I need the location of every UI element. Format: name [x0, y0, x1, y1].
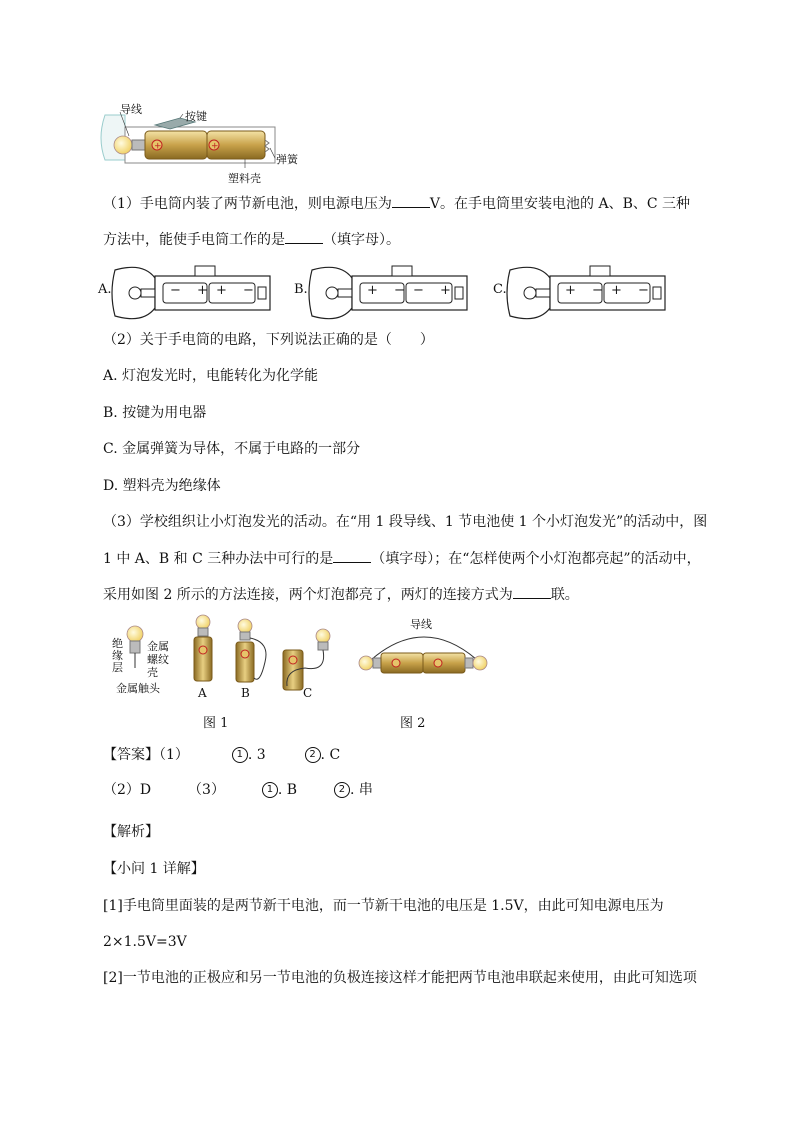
q3-line-2	[103, 549, 701, 569]
svg-text:+: +	[211, 141, 219, 152]
q1-text-c: 方法中，能使手电筒工作的是	[103, 232, 285, 248]
option-c-battery-2: + −	[611, 283, 655, 298]
analysis-para-2: [2]一节电池的正极应和另一节电池的负极连接这样才能把两节电池串联起来使用，由此可知选项	[103, 970, 697, 986]
answer-2-number: 2	[305, 747, 321, 763]
q1-blank-method[interactable]	[285, 230, 323, 244]
q1-text-a: （1）手电筒内装了两节新电池，则电源电压为	[103, 196, 392, 212]
fig1-label-a: A	[198, 686, 207, 700]
q1-line-1	[103, 194, 690, 214]
answer-4-value: . 串	[349, 782, 373, 798]
answer-line-2	[103, 780, 373, 800]
wire-label: 导线	[120, 103, 142, 116]
shell-label: 塑料壳	[228, 172, 261, 185]
fig2-caption: 图 2	[400, 716, 426, 731]
q3-text-a: 1 中 A、B 和 C 三种办法中可行的是	[103, 551, 334, 567]
q3-text-b: （填字母）；在“怎样使两个小灯泡都亮起”的活动中，	[371, 551, 701, 567]
option-a-battery-2: + −	[216, 283, 260, 298]
fig1-label-c: C	[303, 686, 313, 700]
option-a-battery-1: − +	[170, 283, 214, 298]
answer-2-value: . C	[320, 747, 341, 763]
q2-stem: （2）关于手电筒的电路，下列说法正确的是（ ）	[103, 332, 434, 348]
spring-label: 弹簧	[276, 153, 298, 166]
option-c-battery-1: + −	[565, 283, 609, 298]
q2-option-c: C. 金属弹簧为导体，不属于电路的一部分	[103, 441, 361, 457]
fig1-caption: 图 1	[203, 716, 229, 731]
q3-text-c: 采用如图 2 所示的方法连接，两个灯泡都亮了，两灯的连接方式为	[103, 587, 513, 603]
option-b-battery-1: + −	[367, 283, 411, 298]
fig1-metal-tip-label: 金属触头	[116, 682, 160, 695]
analysis-para-1: [1]手电筒里面装的是两节新干电池，而一节新干电池的电压是 1.5V，由此可知电源电压为	[103, 898, 664, 914]
answer-1-number: 1	[232, 747, 248, 763]
figure-2-drawing	[354, 627, 494, 687]
button-label: 按键	[185, 110, 207, 123]
option-b-letter: B.	[294, 282, 308, 297]
fig1-label-b: B	[241, 686, 250, 700]
q3-blank-connection[interactable]	[513, 585, 551, 599]
q1-line-2	[103, 230, 400, 250]
q2-option-a: A. 灯泡发光时，电能转化为化学能	[103, 368, 319, 384]
answer-line-1	[103, 745, 340, 765]
answer-label: 【答案】（1）	[103, 747, 189, 763]
q2-option-b: B. 按键为用电器	[103, 405, 207, 421]
answer-4-number: 2	[334, 782, 350, 798]
q3-blank-method[interactable]	[333, 549, 371, 563]
answer-q2: （2）D	[103, 782, 152, 798]
q1-text-b: V。在手电筒里安装电池的 A、B、C 三种	[429, 196, 691, 212]
option-c-letter: C.	[493, 282, 507, 297]
q3-text-d: 联。	[550, 587, 579, 603]
answer-1-value: . 3	[247, 747, 266, 763]
answer-3-number: 1	[262, 782, 278, 798]
svg-text:+: +	[154, 141, 162, 152]
q1-blank-voltage[interactable]	[392, 194, 430, 208]
analysis-formula: 2×1.5V=3V	[103, 934, 187, 950]
q2-option-d: D. 塑料壳为绝缘体	[103, 478, 221, 494]
fig1-metal-shell-label: 金属螺纹壳	[147, 640, 169, 679]
option-b-battery-2: − +	[413, 283, 457, 298]
fig2-wire-label: 导线	[410, 618, 432, 631]
q1-text-d: （填字母）。	[323, 232, 400, 248]
option-a-letter: A.	[98, 282, 112, 297]
q3-line-1: （3）学校组织让小灯泡发光的活动。在“用 1 段导线、1 节电池使 1 个小灯泡发光”的活动中，图	[103, 514, 708, 530]
answer-q3-label: （3）	[188, 782, 225, 798]
fig1-insulation-label: 绝缘层	[112, 637, 123, 674]
answer-3-value: . B	[277, 782, 298, 798]
q3-line-3	[103, 585, 579, 605]
analysis-subtitle: 【小问 1 详解】	[103, 861, 205, 877]
analysis-title: 【解析】	[103, 824, 159, 840]
